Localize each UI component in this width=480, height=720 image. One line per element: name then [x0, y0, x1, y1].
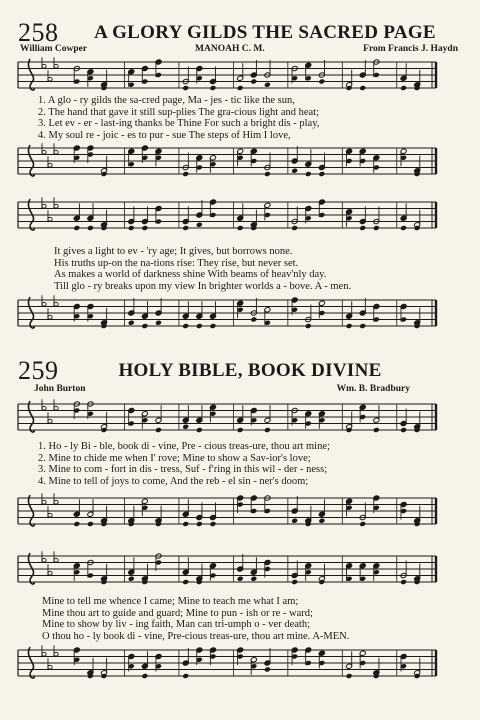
composer: Wm. B. Bradbury: [336, 384, 410, 394]
music-staff: [14, 644, 440, 684]
lyric-line: 1. A glo - ry gilds the sa-cred page, Ma - jes - tic like the sun,: [38, 95, 295, 106]
lyric-line: Mine to tell me whence I came; Mine to teach me what I am;: [42, 596, 299, 607]
hymn-number: 258: [18, 18, 59, 47]
author: William Cowper: [20, 44, 88, 54]
music-staff: [14, 196, 440, 236]
lyric-line: 2. The hand that gave it still sup-plies The gra-cious light and heat;: [38, 106, 320, 118]
hymn-header: [14, 356, 466, 384]
hymn-title: A GLORY GILDS THE SACRED PAGE: [94, 22, 436, 43]
lyric-line: 1. Ho - ly Bi - ble, book di - vine, Pre - cious treas-ure, thou art mine;: [38, 441, 330, 452]
lyric-line: As makes a world of darkness shine With beams of heav'nly day.: [54, 269, 327, 280]
lyric-line: Till glo - ry breaks upon my view In brighter worlds a - bove. A - men.: [54, 280, 352, 292]
music-staff: [14, 492, 440, 532]
hymn-credits: [20, 384, 458, 396]
lyric-line: O thou ho - ly book di - vine, Pre-cious treas-ure, thou art mine. A-MEN.: [42, 630, 350, 642]
verse-block: [54, 246, 440, 292]
lyric-line: Mine to show by liv - ing faith, Man can tri-umph o - ver death;: [42, 619, 310, 630]
lyric-line: It gives a light to ev - 'ry age; It gives, but borrows none.: [54, 246, 293, 257]
lyric-line: Mine thou art to guide and guard; Mine to pun - ish or re - ward;: [42, 607, 313, 619]
music-staff: [14, 294, 440, 334]
verse-block: [38, 95, 440, 141]
music-staff: [14, 56, 440, 96]
lyric-line: 3. Let ev - er - last-ing thanks be Thine For such a bright dis - play,: [38, 118, 320, 129]
lyric-line: 4. Mine to tell of joys to come, And the reb - el sin - ner's doom;: [38, 475, 309, 487]
music-staff: [14, 398, 440, 438]
hymn-number: 259: [18, 356, 59, 385]
music-staff: [14, 550, 440, 590]
author: John Burton: [34, 384, 86, 394]
lyric-line: His truths up-on the na-tions rise: They rise, but never set.: [54, 257, 299, 269]
verse-block: [42, 596, 440, 642]
lyric-line: 3. Mine to com - fort in dis - tress, Suf - f'ring in this wil - der - ness;: [38, 464, 328, 475]
composer: From Francis J. Haydn: [363, 44, 458, 54]
lyric-line: 4. My soul re - joic - es to pur - sue The steps of Him I love,: [38, 129, 291, 141]
hymn-title: HOLY BIBLE, BOOK DIVINE: [118, 360, 382, 381]
music-staff: [14, 142, 440, 182]
tune-name: MANOAH C. M.: [195, 44, 265, 54]
hymn-credits: [20, 44, 458, 56]
verse-block: [38, 441, 440, 487]
hymn-header: [14, 18, 466, 46]
lyric-line: 2. Mine to chide me when I' rove; Mine to show a Sav-ior's love;: [38, 452, 311, 464]
